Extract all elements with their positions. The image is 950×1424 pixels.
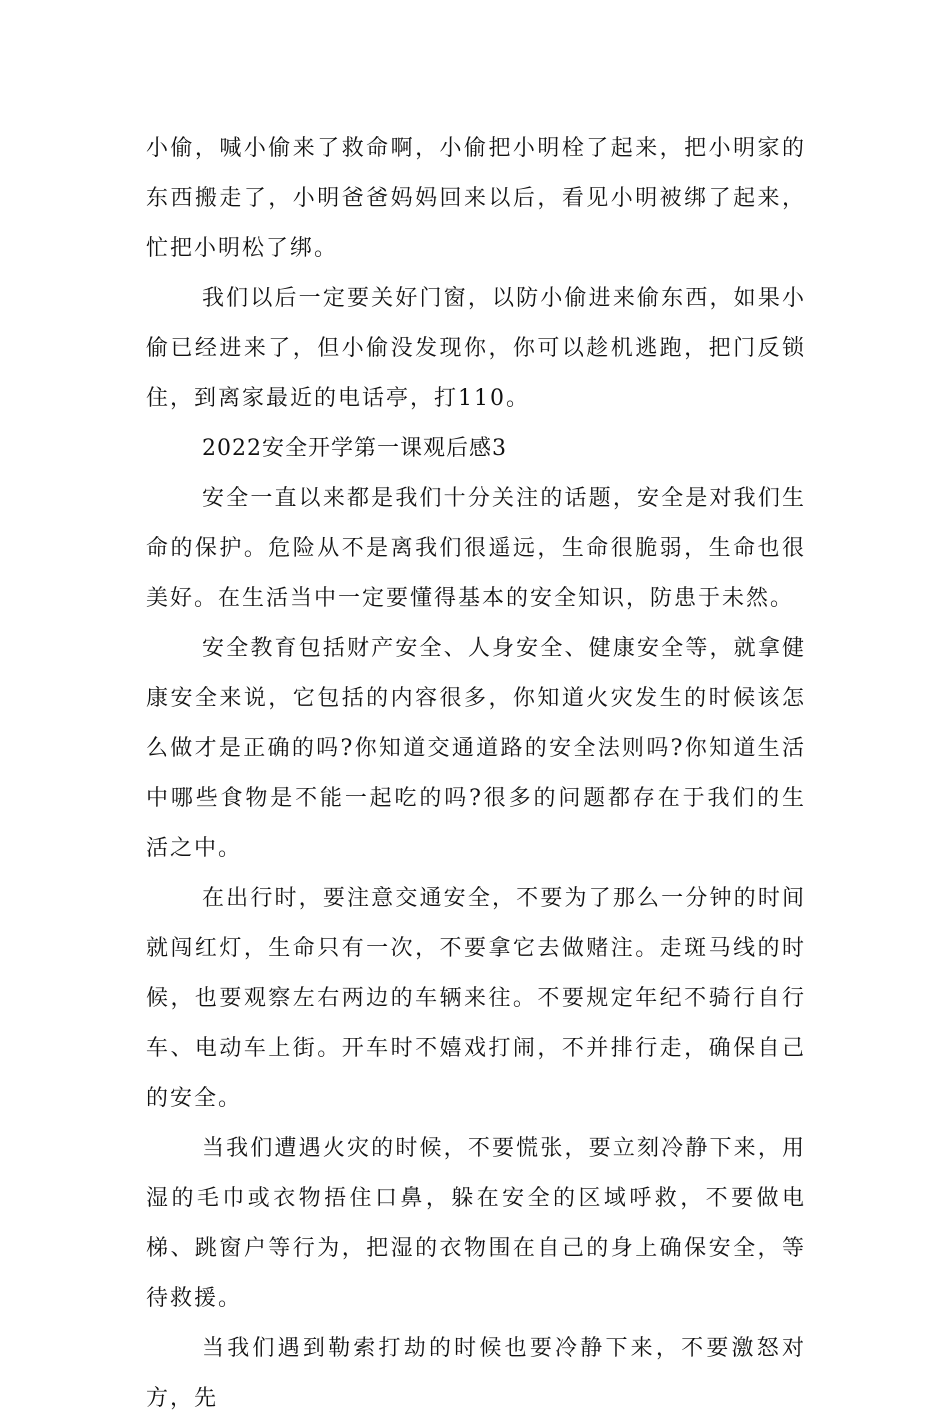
document-body — [146, 124, 806, 1424]
paragraph-5: 在出行时，要注意交通安全，不要为了那么一分钟的时间就闯红灯，生命只有一次，不要拿它去做赌注。走斑马线的时候，也要观察左右两边的车辆来往。不要规定年纪不骑行自行车、电动车上街。开车时不嬉戏打闹，不并排行走，确保自己的安全。 — [146, 886, 806, 1111]
section-heading: 2022安全开学第一课观后感3 — [202, 436, 507, 461]
paragraph-3: 安全一直以来都是我们十分关注的话题，安全是对我们生命的保护。危险从不是离我们很遥远，生命很脆弱，生命也很美好。在生活当中一定要懂得基本的安全知识，防患于未然。 — [146, 486, 806, 611]
paragraph-4: 安全教育包括财产安全、人身安全、健康安全等，就拿健康安全来说，它包括的内容很多，你知道火灾发生的时候该怎么做才是正确的吗?你知道交通道路的安全法则吗?你知道生活中哪些食物是不能一起吃的吗?很多的问题都存在于我们的生活之中。 — [146, 636, 806, 861]
paragraph-2: 我们以后一定要关好门窗，以防小偷进来偷东西，如果小偷已经进来了，但小偷没发现你，你可以趁机逃跑，把门反锁住，到离家最近的电话亭，打110。 — [146, 286, 806, 411]
paragraph-1: 小偷，喊小偷来了救命啊，小偷把小明栓了起来，把小明家的东西搬走了，小明爸爸妈妈回来以后，看见小明被绑了起来，忙把小明松了绑。 — [146, 136, 806, 261]
paragraph-7: 当我们遇到勒索打劫的时候也要冷静下来，不要激怒对方，先 — [146, 1336, 806, 1411]
paragraph-6: 当我们遭遇火灾的时候，不要慌张，要立刻冷静下来，用湿的毛巾或衣物捂住口鼻，躲在安全的区域呼救，不要做电梯、跳窗户等行为，把湿的衣物围在自己的身上确保安全，等待救援。 — [146, 1136, 806, 1311]
